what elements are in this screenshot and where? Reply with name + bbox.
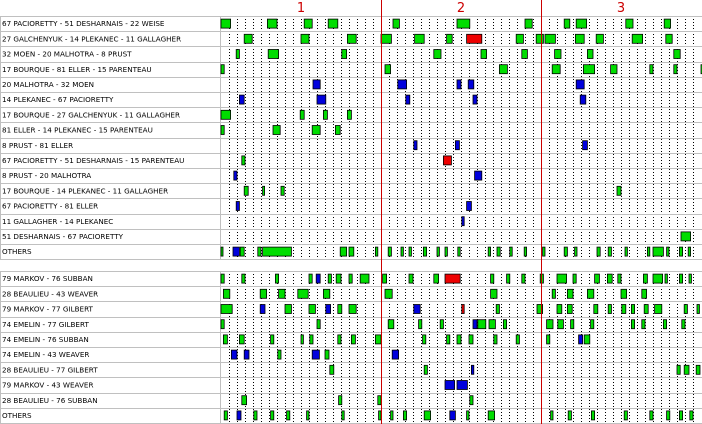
shift-bar [330,365,334,374]
shift-bar [522,274,525,283]
row-label: 27 GALCHENYUK - 14 PLEKANEC - 11 GALLAGHER [2,34,182,44]
shift-bar [617,186,621,195]
row-label: OTHERS [2,247,32,257]
shift-bar [507,274,510,283]
shift-bar [221,126,224,135]
shift-bar [316,274,320,283]
shift-bar [643,274,647,283]
shift-bar [393,19,399,28]
shift-bar [423,335,426,344]
shift-bar [576,19,586,28]
shift-bar [242,274,245,283]
shift-bar [263,247,292,256]
row-label: 14 PLEKANEC - 67 PACIORETTY [2,95,114,105]
shift-bar [239,95,244,104]
row-label: 74 EMELIN - 43 WEAVER [2,350,90,360]
shift-bar [349,247,354,256]
shift-bar [381,34,391,43]
shift-bar [434,50,441,59]
shift-bar [414,141,417,150]
shift-bar [510,247,512,256]
shift-bar [557,274,567,283]
shift-bar [488,247,490,256]
shift-bar [278,350,281,359]
shift-bar [328,274,331,283]
shift-bar [679,274,682,283]
shift-bar [445,274,460,283]
shift-bar [347,34,356,43]
shift-bar [557,305,562,314]
shift-bar [471,365,473,374]
shift-bar [424,365,427,374]
shift-bar [618,274,621,283]
shift-bar [310,335,313,344]
shift-bar [445,381,455,390]
shift-bar [340,247,346,256]
shift-bar [689,274,691,283]
shift-bar [457,80,461,89]
shift-bar [443,156,451,165]
shift-bar [568,411,571,420]
shift-bar [240,247,244,256]
shift-bar [624,411,627,420]
shift-bar [644,305,648,314]
shift-bar [647,247,649,256]
shift-bar [489,320,495,329]
shift-bar [312,350,319,359]
row-label: 67 PACIORETTY - 51 DESHARNAIS - 22 WEISE [2,19,165,29]
shift-bar [328,19,338,28]
shift-bar [271,411,274,420]
shift-bar [631,305,634,314]
shift-bar [349,274,352,283]
shift-bar [339,396,342,405]
shift-bar [497,247,500,256]
shift-bar [462,305,464,314]
shift-bar [385,65,391,74]
shift-bar [596,34,603,43]
shift-bar [591,411,594,420]
shift-bar [608,305,611,314]
row-label: 20 MALHOTRA - 32 MOEN [2,80,94,89]
shift-bar [221,274,224,283]
shift-bar [273,126,280,135]
shift-bar [326,305,331,314]
shift-bar [447,34,453,43]
shift-bar [491,274,494,283]
shift-bar [457,335,461,344]
shift-bar [595,274,600,283]
shift-bar [642,320,645,329]
shift-bar [335,126,340,135]
shift-bar [406,95,410,104]
shift-bar [440,320,443,329]
shift-bar [254,411,257,420]
shift-bar [455,141,459,150]
shift-bar [392,350,398,359]
shift-bar [221,320,224,329]
row-label: 79 MARKOV - 77 GILBERT [2,304,93,314]
shift-bar [594,305,598,314]
shift-bar [467,202,472,211]
shift-bar [611,65,617,74]
shift-bar [516,34,523,43]
shift-bar [388,320,394,329]
shift-bar [375,247,377,256]
shift-bar [342,50,347,59]
shift-bar [234,171,237,180]
shift-bar [524,247,526,256]
row-label: 17 BOURQUE - 14 PLEKANEC - 11 GALLAGHER [2,186,169,196]
shift-bar [473,320,477,329]
period-label-3: 3 [616,1,626,16]
shift-bar [552,65,560,74]
row-label: 17 BOURQUE - 27 GALCHENYUK - 11 GALLAGHER [2,110,180,120]
shift-bar [625,247,627,256]
shift-bar [313,80,320,89]
shift-bar [221,19,231,28]
shift-bar [457,19,470,28]
shift-bar [679,411,682,420]
shift-bar [338,335,341,344]
shift-bar [688,247,690,256]
shift-bar [317,95,326,104]
shift-bar [567,305,572,314]
shift-bar [488,411,494,420]
shift-bar [258,247,261,256]
shift-bar [419,320,422,329]
shift-bar [462,217,464,226]
shift-bar [571,320,574,329]
shift-bar [221,65,224,74]
shift-bar [349,305,356,314]
shift-bar [576,80,584,89]
shift-bar [301,335,303,344]
shift-bar [666,34,672,43]
shift-bar [224,411,227,420]
shift-bar [338,305,342,314]
row-label: 32 MOEN - 20 MALHOTRA - 8 PRUST [2,49,132,59]
shift-bar [674,65,677,74]
shift-bar [375,335,381,344]
shift-bar [379,411,381,420]
row-label: 51 DESHARNAIS - 67 PACIORETTY [2,232,123,241]
shift-bar [323,289,329,298]
shift-bar [650,411,653,420]
shift-bar [458,247,460,256]
shift-bar [223,335,227,344]
shift-bar [236,50,239,59]
shift-bar [450,411,456,420]
shift-bar [309,305,315,314]
shift-bar [626,19,633,28]
shift-bar [242,396,247,405]
shift-bar [309,274,312,283]
shift-bar [223,289,229,298]
shift-bar [260,305,265,314]
shift-bar [608,247,611,256]
shift-bar [575,247,577,256]
shift-bar [415,34,425,43]
shift-bar [221,110,231,119]
shift-bar [587,50,593,59]
period-label-1: 1 [296,1,306,16]
shift-bar [551,411,553,420]
shift-bar [312,126,320,135]
shift-bar [631,320,634,329]
shift-bar [516,335,519,344]
row-label: 67 PACIORETTY - 81 ELLER [2,201,99,211]
shift-bar [267,19,277,28]
shift-bar [667,247,669,256]
shift-bar [414,305,420,314]
shift-bar [409,247,411,256]
shift-bar [580,95,586,104]
row-label: 79 MARKOV - 76 SUBBAN [2,274,93,284]
shift-bar [674,50,680,59]
shift-bar [275,274,278,283]
shift-bar [467,34,482,43]
shift-bar [547,335,550,344]
shift-bar [696,365,700,374]
shift-bar [642,289,647,298]
shift-bar [684,365,689,374]
shift-bar [522,50,528,59]
shift-bar [552,289,555,298]
shift-bar [260,289,266,298]
shift-bar [653,274,663,283]
shift-bar [244,34,252,43]
shift-bar [221,305,232,314]
row-label: 81 ELLER - 14 PLEKANEC - 15 PARENTEAU [2,125,153,135]
shift-bar [591,320,594,329]
shift-bar [336,274,341,283]
shift-bar [469,335,473,344]
shift-bar [221,247,223,256]
shift-bar [597,247,600,256]
shift-bar [347,110,351,119]
shift-bar [607,274,612,283]
shift-bar [434,274,439,283]
row-label: 28 BEAULIEU - 43 WEAVER [2,289,99,299]
shift-bar [244,186,248,195]
shift-bar [287,411,290,420]
row-label: 79 MARKOV - 43 WEAVER [2,380,94,390]
shift-bar [298,289,308,298]
row-label: 74 EMELIN - 77 GILBERT [2,319,89,329]
shift-bar [547,320,553,329]
shift-bar [564,247,567,256]
shift-bar [475,171,482,180]
shift-bar [499,65,507,74]
shift-bar [470,396,473,405]
row-label: OTHERS [2,411,32,420]
shift-bar [583,65,594,74]
shift-bar [424,411,430,420]
shift-bar [244,350,249,359]
shift-bar [697,305,699,314]
shift-bar [409,274,413,283]
shift-bar [690,411,693,420]
shift-bar [285,305,291,314]
shift-bar [567,289,573,298]
shift-bar [664,19,670,28]
row-label: 8 PRUST - 20 MALHOTRA [2,171,92,181]
shift-bar [467,411,469,420]
shift-bar [665,274,667,283]
shift-bar [233,247,239,256]
shift-bar [236,202,239,211]
shift-bar [383,274,387,283]
shift-bar [653,247,663,256]
shift-bar [468,80,474,89]
shift-bar [525,19,532,28]
shift-bar [237,411,241,420]
shift-bar [423,247,426,256]
row-label: 28 BEAULIEU - 77 GILBERT [2,365,98,375]
shift-bar [491,289,497,298]
shift-bar [360,274,369,283]
shift-bar [545,34,555,43]
shift-bar [622,305,626,314]
row-label: 11 GALLAGHER - 14 PLEKANEC [2,216,114,226]
shift-bar [555,50,561,59]
shift-bar [558,320,564,329]
shift-bar [583,141,588,150]
shift-bar [681,232,691,241]
shift-bar [481,50,487,59]
shift-bar [437,247,439,256]
shift-bar [304,19,312,28]
shift-bar [584,335,590,344]
shift-bar [447,335,450,344]
period-label-2: 2 [456,1,466,16]
shift-bar [445,247,447,256]
shift-bar [679,247,682,256]
row-label: 8 PRUST - 81 ELLER [2,140,74,150]
shift-bar [684,305,687,314]
shift-bar [579,335,583,344]
row-label: 17 BOURQUE - 81 ELLER - 15 PARENTEAU [2,64,152,74]
shift-bar [317,320,320,329]
shift-bar [281,186,284,195]
shift-bar [650,65,653,74]
shift-bar [621,289,627,298]
shift-bar [536,34,543,43]
shift-bar [564,19,570,28]
shift-bar [494,335,497,344]
shift-bar [263,186,265,195]
shift-bar [398,80,407,89]
shift-bar [473,95,477,104]
shift-bar [663,320,666,329]
shift-bar [385,289,392,298]
shift-bar [342,411,344,420]
shift-bar [307,411,309,420]
shift-bar [543,247,545,256]
shift-bar [271,335,274,344]
shift-bar [632,34,642,43]
shift-bar [478,320,486,329]
shift-bar [279,289,285,298]
shift-bar [231,350,237,359]
shift-bar [575,34,584,43]
shift-bar [401,247,403,256]
shift-bar [677,365,680,374]
row-label: 28 BEAULIEU - 76 SUBBAN [2,395,98,405]
shift-bar [587,289,593,298]
shift-bar [239,335,244,344]
shift-bar [667,411,670,420]
shift-bar [403,411,406,420]
shift-bar [655,305,662,314]
shift-bar [573,274,576,283]
shift-bar [323,110,327,119]
row-label: 74 EMELIN - 76 SUBBAN [2,335,89,344]
shift-bar [391,411,393,420]
shift-bar [300,110,304,119]
shift-bar [268,50,278,59]
shift-bar [378,396,381,405]
shift-bar [388,247,391,256]
row-label: 67 PACIORETTY - 51 DESHARNAIS - 15 PARENTEAU [2,156,185,165]
shift-bar [242,156,245,165]
shift-bar [503,320,506,329]
shift-bar [457,381,467,390]
shift-bar [682,320,685,329]
shift-bar [496,305,499,314]
shift-bar [325,350,329,359]
shift-bar [301,34,309,43]
shift-bar [351,335,355,344]
